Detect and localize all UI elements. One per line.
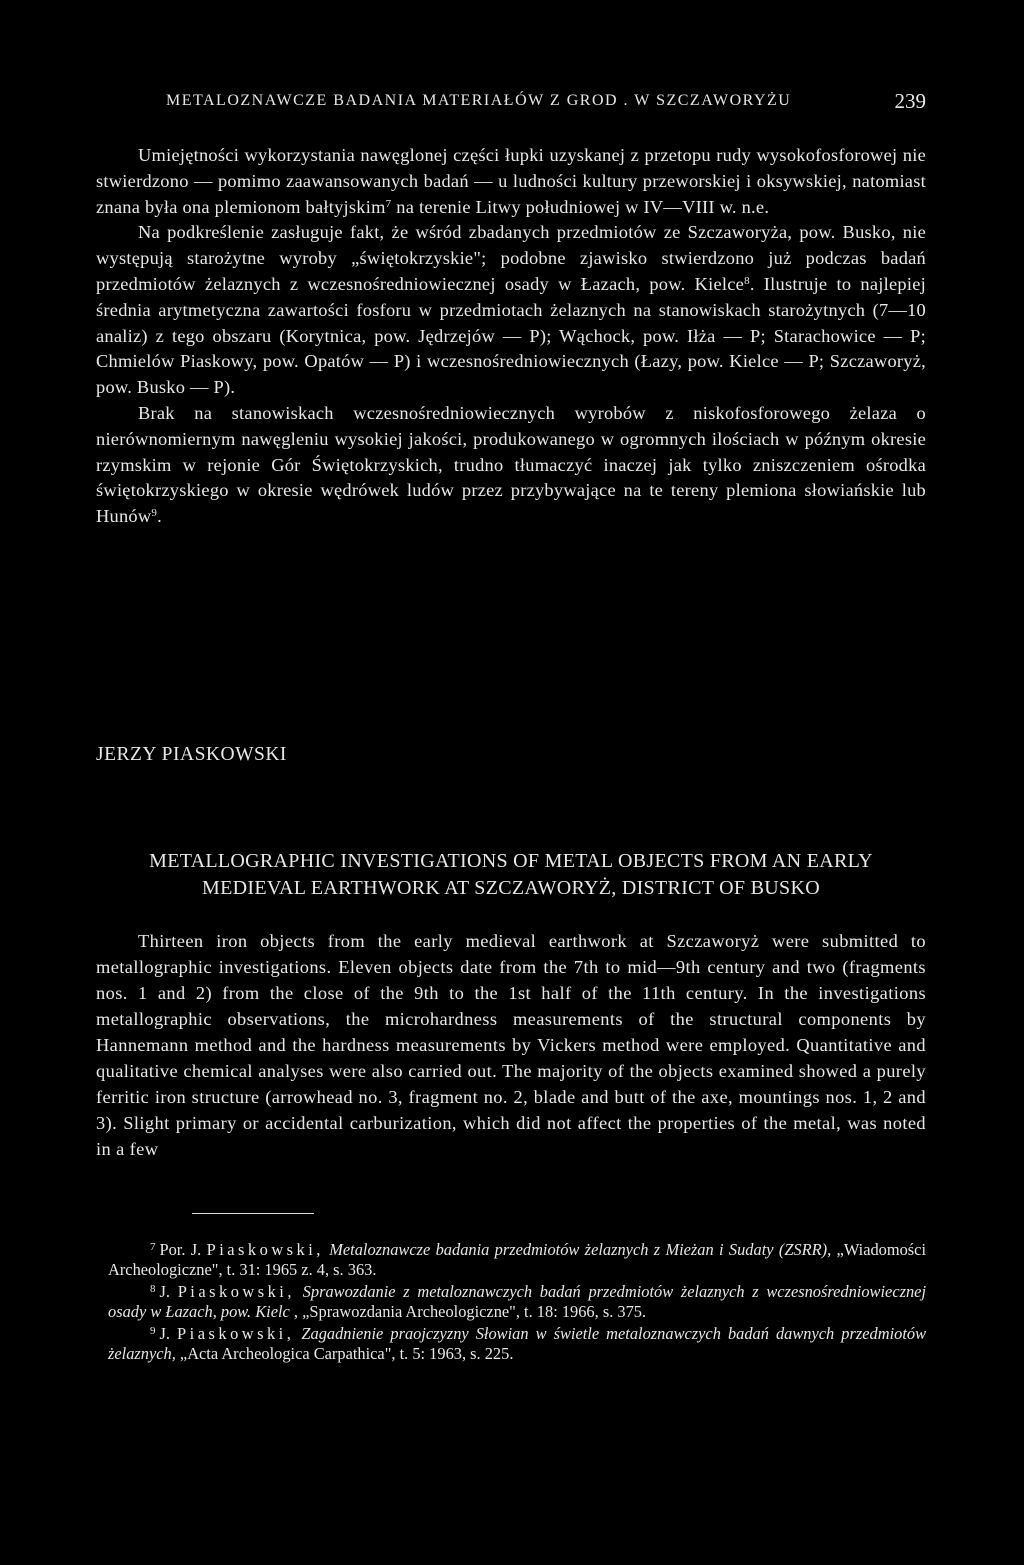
english-summary xyxy=(96,928,926,1162)
footnote-9: $^9$ J. Piaskowski, Zagadnienie praojczyzny Słowian w świetle metaloznawczych badań dawnych przedmiotów żelaznych, „Acta Archeologica Carpathica", t. 5: 1963, s. 225. xyxy=(108,1324,926,1363)
polish-paragraph-3: Brak na stanowiskach wczesnośredniowiecznych wyrobów z niskofosforowego żelaza o nierównomiernym nawęgleniu wysokiej jakości, produkowanego w ogromnych ilościach w późnym okresie rzymskim w rejonie Gór Świętokrzyskich, trudno tłumaczyć inaczej jak tylko zniszczeniem ośrodka świętokrzyskiego w okresie wędrówek ludów przez przybywające na te tereny plemiona słowiańskie lub Hunów$^9$. xyxy=(96,402,926,527)
summary-title-line: METALLOGRAPHIC INVESTIGATIONS OF METAL OBJECTS FROM AN EARLY xyxy=(149,850,873,872)
polish-text xyxy=(96,143,926,530)
footnote-ref-7: 7 xyxy=(385,197,392,210)
running-head-title: METALOZNAWCZE BADANIA MATERIAŁÓW Z GROD . W SZCZAWORYŻU xyxy=(166,92,792,109)
footnote-ref-8: 8 xyxy=(744,274,750,287)
footnote-8: $^8$ J. Piaskowski, Sprawozdanie z metaloznawczych badań przedmiotów żelaznych z wczesnośredniowiecznej osady w Łazach, pow. Kielc , „Sprawozdania Archeologiczne", t. 18: 1966, s. 375. xyxy=(108,1282,926,1321)
polish-paragraph-2: Na podkreślenie zasługuje fakt, że wśród zbadanych przedmiotów ze Szczaworyża, pow. Busko, nie występują starożytne wyroby „świętokrzyskie"; podobne zjawisko stwierdzono już podczas badań przedmiotów żelaznych z wczesnośredniowiecznej osady w Łazach, pow. Kielce$^8$. Ilustruje to najlepiej średnia arytmetyczna zawartości fosforu w przedmiotach żelaznych na stanowiskach starożytnych (7—10 analiz) z tego obszaru (Korytnica, pow. Jędrzejów — P); Wąchock, pow. Iłża — P; Starachowice — P; Chmielów Piaskowy, pow. Opatów — P) i wczesnośredniowiecznych (Łazy, pow. Kielce — P; Szczaworyż, pow. Busko — P). xyxy=(96,222,926,398)
english-summary-paragraph: Thirteen iron objects from the early medieval earthwork at Szczaworyż were submitted to metallographic investigations. Eleven objects date from the 7th to mid—9th century and two (fragments nos. 1 and 2) from the close of the 9th to the 1st half of the 11th century. In the investigations metallographic observations, the microhardness measurements of the structural components by Hannemann method and the hardness measurements by Vickers method were employed. Quantitative and qualitative chemical analyses were also carried out. The majority of the objects examined showed a purely ferritic iron structure (arrowhead no. 3, fragment no. 2, blade and butt of the axe, mountings nos. 1, 2 and 3). Slight primary or accidental carburization, which did not affect the properties of the metal, was noted in a few xyxy=(96,931,926,1159)
footnotes xyxy=(108,1238,926,1364)
footnote-separator xyxy=(192,1213,314,1214)
footnote-ref-9: 9 xyxy=(151,507,158,520)
polish-paragraph-1: Umiejętności wykorzystania nawęglonej części łupki uzyskanej z przetopu rudy wysokofosforowej nie stwierdzono — pomimo zaawansowanych badań — u ludności kultury przeworskiej i oksywskiej, natomiast znana była ona plemionom bałtyjskim$^7$ na terenie Litwy południowej w IV—VIII w. n.e. xyxy=(96,145,926,217)
summary-author: JERZY PIASKOWSKI xyxy=(96,744,287,765)
footnote-7: $^7$ Por. J. Piaskowski, Metaloznawcze badania przedmiotów żelaznych z Mieżan i Sudaty (ZSRR), „Wiadomości Archeologiczne", t. 31: 1965 z. 4, s. 363. xyxy=(108,1240,927,1279)
running-head xyxy=(166,89,926,113)
summary-title-line: MEDIEVAL EARTHWORK AT SZCZAWORYŻ, DISTRICT OF BUSKO xyxy=(202,877,820,899)
page-number: 239 xyxy=(894,89,926,113)
summary-title xyxy=(96,848,926,902)
